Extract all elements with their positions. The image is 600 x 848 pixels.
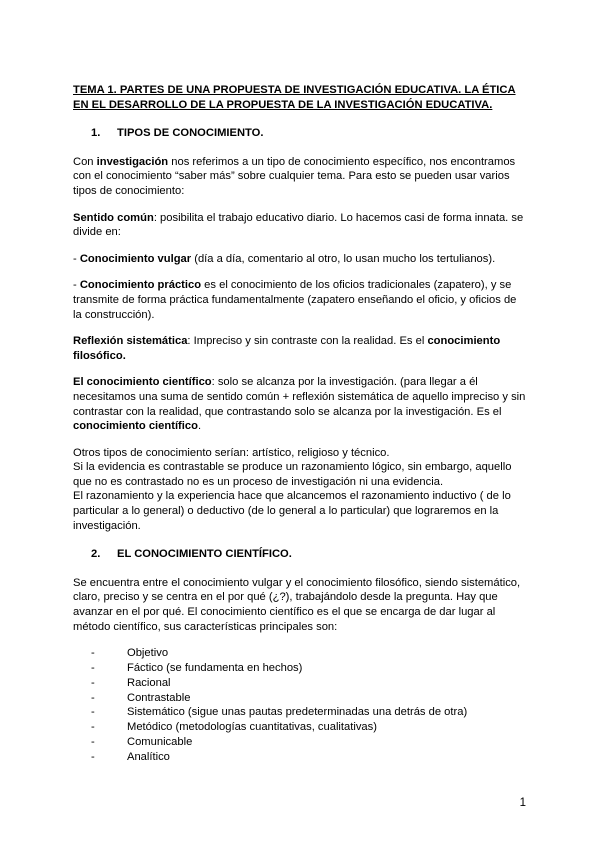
sentido-bold: Sentido común xyxy=(73,211,154,224)
characteristics-list xyxy=(73,646,528,764)
list-item-text: Sistemático (sigue unas pautas predeterminadas una detrás de otra) xyxy=(127,706,468,719)
list-bullet: - xyxy=(91,647,95,660)
list-item-text: Fáctico (se fundamenta en hechos) xyxy=(127,662,303,675)
list-item xyxy=(73,661,528,676)
section-2-heading xyxy=(73,547,528,562)
otros-paragraph xyxy=(73,446,528,534)
section-2-number: 2. xyxy=(91,548,101,561)
intro-bold: investigación xyxy=(96,155,169,168)
list-item-text: Contrastable xyxy=(127,691,191,704)
vulgar-bold: Conocimiento vulgar xyxy=(79,252,192,265)
practico-bold: Conocimiento práctico xyxy=(79,279,202,292)
sentido-text: : posibilita el trabajo educativo diario. Lo hacemos casi de forma innata. se divide en: xyxy=(73,211,524,239)
cientifico-paragraph xyxy=(73,375,528,433)
page-number: 1 xyxy=(519,797,526,809)
list-item xyxy=(73,735,528,750)
list-item-text: Racional xyxy=(127,676,171,689)
list-item-text: Metódico (metodologías cuantitativas, cualitativas) xyxy=(127,721,377,734)
list-item-text: Comunicable xyxy=(127,736,193,748)
intro-post: nos referimos a un tipo de conocimiento específico, nos encontramos con el conocimiento “saber más” sobre cualquier tema. Para esto se pueden usar varios tipos de conocimiento: xyxy=(73,155,516,197)
list-item xyxy=(73,705,528,720)
otros-line-3: El razonamiento y la experiencia hace que alcancemos el razonamiento inductivo ( de lo particular a lo general) o deductivo (de lo general a lo particular) que lograremos en la investigación. xyxy=(73,490,511,532)
list-bullet: - xyxy=(91,750,95,763)
list-item xyxy=(73,750,528,765)
vulgar-text: (día a día, comentario al otro, lo usan mucho los tertulianos). xyxy=(191,252,496,265)
reflexion-paragraph xyxy=(73,334,528,363)
reflexion-bold: Reflexión sistemática xyxy=(73,335,188,348)
cientifico-end: . xyxy=(197,420,202,433)
reflexion-text: : Impreciso y sin contraste con la realidad. Es el xyxy=(187,335,428,348)
cientifico-bold: El conocimiento científico xyxy=(73,376,212,389)
list-item-text: Analítico xyxy=(127,750,170,763)
practico-text: es el conocimiento de los oficios tradicionales (zapatero), y se transmite de forma práctica fundamentalmente (zapatero enseñando el oficio, y oficios de la construcción). xyxy=(73,279,517,321)
document-title xyxy=(73,83,528,112)
intro-pre: Con xyxy=(73,155,97,168)
practico-paragraph xyxy=(73,278,528,322)
section-2-title: EL CONOCIMIENTO CIENTÍFICO. xyxy=(117,548,292,561)
page-content xyxy=(73,83,528,765)
vulgar-dash: - xyxy=(73,252,80,265)
list-bullet: - xyxy=(91,662,95,675)
sentido-comun-paragraph xyxy=(73,211,528,240)
vulgar-paragraph xyxy=(73,252,528,267)
title-line-2: EN EL DESARROLLO DE LA PROPUESTA DE LA INVESTIGACIÓN EDUCATIVA. xyxy=(73,98,493,111)
list-bullet: - xyxy=(91,706,95,719)
list-bullet: - xyxy=(91,736,95,748)
list-item-text: Objetivo xyxy=(127,647,169,660)
section-1-title: TIPOS DE CONOCIMIENTO. xyxy=(117,127,264,140)
section-1-number: 1. xyxy=(91,127,101,140)
section-2-paragraph: Se encuentra entre el conocimiento vulgar y el conocimiento filosófico, siendo sistemático, claro, preciso y se centra en el por qué (¿?), trabajándolo desde la pregunta. Hay que avanzar en el por qué. El conocimiento científico es el que se encarga de dar lugar al método científico, sus características principales son: xyxy=(73,576,521,633)
otros-line-1: Otros tipos de conocimiento serían: artístico, religioso y técnico. xyxy=(73,446,390,459)
section-1-intro xyxy=(73,155,528,199)
list-item xyxy=(73,691,528,706)
cientifico-text: : solo se alcanza por la investigación. (para llegar a él necesitamos una suma de sentido común + reflexión sistemática de aquello impreciso y sin contrastar con la realidad, que contrastando solo se alcanza por la investigación. Es el xyxy=(73,376,526,418)
reflexion-bold-2: conocimiento filosófico. xyxy=(73,335,501,362)
list-item xyxy=(73,646,528,661)
list-item xyxy=(73,676,528,691)
otros-line-2: Si la evidencia es contrastable se produce un razonamiento lógico, sin embargo, aquello que no es contrastado no es un proceso de investigación ni una evidencia. xyxy=(73,461,512,488)
cientifico-bold-2: conocimiento científico xyxy=(73,420,198,433)
title-line-1: TEMA 1. PARTES DE UNA PROPUESTA DE INVESTIGACIÓN EDUCATIVA. LA ÉTICA xyxy=(73,84,516,96)
list-bullet: - xyxy=(91,676,95,689)
section-1-heading xyxy=(73,126,528,141)
practico-dash: - xyxy=(73,279,80,292)
list-bullet: - xyxy=(91,721,95,734)
list-item xyxy=(73,720,528,735)
list-bullet: - xyxy=(91,691,95,704)
